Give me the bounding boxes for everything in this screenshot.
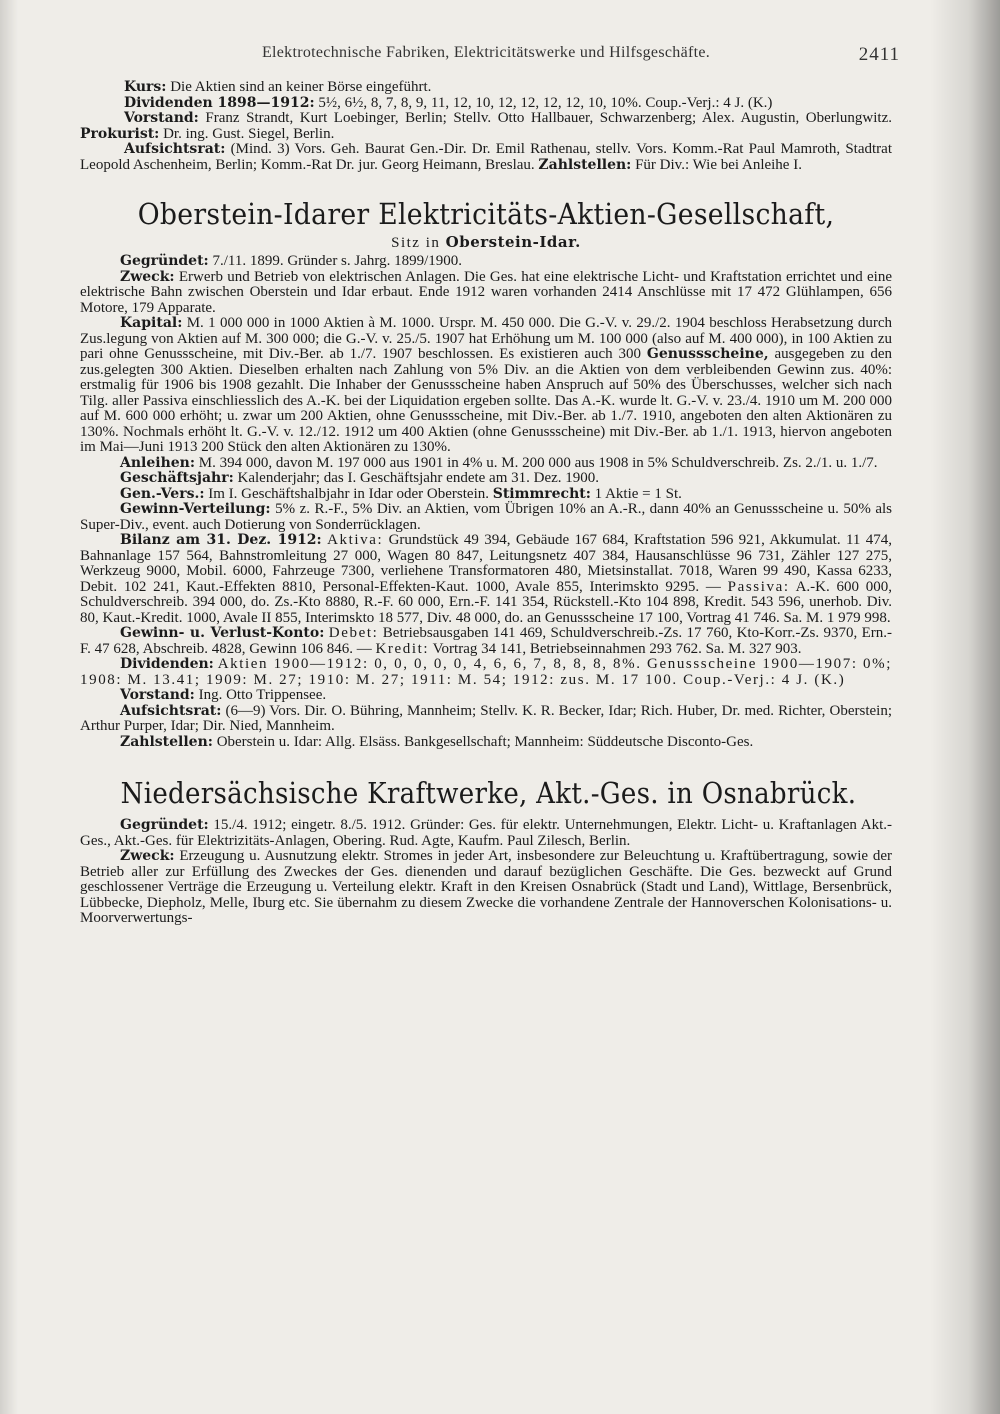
company-entry	[80, 197, 892, 750]
zweck-text: Erzeugung u. Ausnutzung elektr. Stromes in jeder Art, insbesondere zur Beleuchtung u. Kraftübertragung, sowie der Betrieb aller zur Erfüllung des Zweckes der Ges. dienenden und darauf bezüglichen Geschäfte. Die Ges. bezweckt auf Grund geschlossener Verträge die Erzeugung u. Verteilung elektr. Kraft in den Kreisen Osnabrück (Stadt und Land), Wittlage, Bersenbrück, Lübbecke, Diepholz, Melle, Iburg etc. Sie übernahm zu diesem Zwecke die vorhandene Zentrale der Hannoverschen Kolonisations- u. Moorverwertungs-	[80, 848, 892, 926]
kapital-label: Kapital:	[120, 315, 183, 331]
bilanz-label: Bilanz am 31. Dez. 1912:	[120, 532, 322, 548]
vorstand-text: Ing. Otto Trippensee.	[198, 687, 327, 703]
text-column	[80, 44, 900, 927]
zahlstellen-label: Zahlstellen:	[120, 733, 213, 750]
genussscheine-term: Genussscheine,	[646, 346, 769, 362]
vorstand-paragraph	[80, 111, 892, 142]
genvers-label: Gen.-Vers.:	[120, 485, 205, 502]
guv-label: Gewinn- u. Verlust-Konto:	[120, 625, 325, 641]
debet-label: Debet:	[328, 625, 379, 641]
seat-location: Oberstein-Idar.	[445, 233, 581, 251]
company-entry-continued	[80, 80, 892, 173]
gewinnverteilung-label: Gewinn-Verteilung:	[120, 501, 271, 517]
aufsichtsrat-text: (6—9) Vors. Dir. O. Bühring, Mannheim; Stellv. K. R. Becker, Idar; Rich. Huber, Dr. med. Richter, Oberstein; Arthur Purper, Idar; Dir. Nied, Mannheim.	[80, 702, 893, 734]
page-number: 2411	[858, 44, 900, 65]
dividenden-label: Dividenden 1898—1912:	[124, 94, 315, 111]
gegruendet-text: 7./11. 1899. Gründer s. Jahrg. 1899/1900.	[212, 253, 463, 269]
anleihen-paragraph	[80, 456, 892, 472]
zweck-paragraph	[80, 270, 892, 317]
kapital-text-cont: ausgegeben zu den zus.gelegten 300 Aktien. Dieselben erhalten nach Zahlung von 5% Div. an die Aktien von dem verbleibenden Gewinn zus. 40%: erstmalig für 1906 bis 1908 gezahlt. Die Inhaber der Genussscheine haben Anspruch auf 50% des Überschusses, welcher sich nach Tilg. aller Passiva einschliesslich des A.-K. bei der Liquidation ergeben sollte. Das A.-K. wurde lt. G.-V. v. 23./4. 1910 um M. 200 000 auf M. 600 000 erhöht; u. zwar um 200 Aktien, ohne Genussscheine, mit Div.-Ber. ab 1./7. 1910, angeboten den alten Aktionären zu 130%. Nochmals erhöht lt. G.-V. v. 12./12. 1912 um 400 Aktien (ohne Genussscheine) mit Div.-Ber. ab 1./1. 1913, hiervon angeboten im Mai—Juni 1913 200 Stück den alten Aktionären zu 130%.	[80, 346, 893, 455]
zweck-text: Erwerb und Betrieb von elektrischen Anlagen. Die Ges. hat eine elektrische Licht- und Kraftstation errichtet und eine elektrische Bahn zwischen Oberstein und Idar erbaut. Ende 1912 waren vorhanden 2414 Anschlüsse mit 17 472 Glühlampen, 656 Motore, 179 Apparate.	[80, 268, 892, 316]
zahlstellen-paragraph	[80, 735, 892, 751]
kurs-text: Die Aktien sind an keiner Börse eingeführt.	[170, 79, 432, 95]
zahlstellen-text: Oberstein u. Idar: Allg. Elsäss. Bankgesellschaft; Mannheim: Süddeutsche Disconto-Ges.	[216, 733, 754, 750]
aufsichtsrat-paragraph	[80, 142, 892, 173]
geschaeftsjahr-text: Kalenderjahr; das I. Geschäftsjahr endete am 31. Dez. 1900.	[237, 470, 600, 486]
passiva-text: A.-K. 600 000, Schuldverschreib. 394 000, do. Zs.-Kto 8880, R.-F. 60 000, Ern.-F. 141 354, Rückstell.-Kto 104 898, Kredit. 543 596, unerhob. Div. 80, Kaut.-Kredit. 1000, Avale II 855, Interimskto 18 577, Div. 48 000, do. an Genussscheine 17 100, Vortrag 41 746. Sa. M. 1 979 998.	[80, 578, 892, 626]
prokurist-text: Dr. ing. Gust. Siegel, Berlin.	[163, 125, 335, 142]
zweck-paragraph	[80, 849, 892, 927]
page-shadow-right	[930, 0, 1000, 1414]
anleihen-label: Anleihen:	[120, 454, 196, 471]
genvers-paragraph	[80, 487, 892, 503]
vorstand-text: Franz Strandt, Kurt Loebinger, Berlin; Stellv. Otto Hallbauer, Schwarzenberg; Alex. Augustin, Oberlungwitz.	[205, 110, 893, 126]
dividenden-label: Dividenden:	[120, 656, 214, 672]
gegruendet-label: Gegründet:	[120, 817, 209, 833]
aufsichtsrat-label: Aufsichtsrat:	[120, 702, 222, 719]
dividenden-paragraph	[80, 657, 892, 688]
kurs-paragraph	[80, 80, 892, 96]
aufsichtsrat-label: Aufsichtsrat:	[124, 141, 226, 157]
running-header	[80, 44, 900, 74]
vorstand-label: Vorstand:	[120, 687, 195, 703]
genvers-text: Im I. Geschäftshalbjahr in Idar oder Oberstein.	[208, 485, 489, 502]
kredit-text: Vortrag 34 141, Betriebseinnahmen 293 762. Sa. M. 327 903.	[432, 640, 802, 657]
aktiva-text: Grundstück 49 394, Gebäude 167 684, Kraftstation 596 921, Akkumulat. 11 474, Bahnanlage 157 564, Bahnstromleitung 27 000, Wagen 80 847, Leitungsnetz 407 384, Hausanschlüsse 96 731, Zähler 127 275, Werkzeug 9000, Mobil. 6000, Fahrzeuge 7300, verliehene Transformatoren 480, Mietsinstallat. 7018, Waren 99 490, Kassa 6233, Debit. 102 241, Kaut.-Effekten 8810, Personal-Effekten-Kaut. 1000, Avale 855, Interimskto 9295. —	[80, 532, 892, 595]
kredit-label: Kredit:	[375, 640, 430, 657]
gewinnverteilung-paragraph	[80, 502, 892, 533]
geschaeftsjahr-label: Geschäftsjahr:	[120, 470, 234, 486]
stimmrecht-text: 1 Aktie = 1 St.	[594, 485, 682, 502]
zahlstellen-label: Zahlstellen:	[538, 156, 632, 173]
debet-text: Betriebsausgaben 141 469, Schuldverschreib.-Zs. 17 760, Kto-Korr.-Zs. 9370, Ern.-F. 47 628, Abschreib. 4828, Gewinn 106 846. —	[80, 625, 893, 657]
page-shadow-left	[0, 0, 18, 1414]
passiva-label: Passiva:	[727, 578, 790, 595]
aktiva-label: Aktiva:	[327, 532, 384, 548]
kurs-label: Kurs:	[124, 79, 167, 95]
zweck-label: Zweck:	[120, 848, 175, 864]
running-title: Elektrotechnische Fabriken, Elektricitätswerke und Hilfsgeschäfte.	[261, 44, 711, 61]
vorstand-paragraph	[80, 688, 892, 704]
gegruendet-paragraph	[80, 254, 892, 270]
dividenden-text: Aktien 1900—1912: 0, 0, 0, 0, 0, 4, 6, 6, 7, 8, 8, 8, 8%. Genussscheine 1900—1907: 0%; 1908: M. 13.41; 1909: M. 27; 1910: M. 27; 1911: M. 54; 1912: zus. M. 17 100. Coup.-Verj.: 4 J. (K.)	[80, 656, 893, 688]
bilanz-paragraph	[80, 533, 892, 626]
kapital-text: M. 1 000 000 in 1000 Aktien à M. 1000. Urspr. M. 450 000. Die G.-V. v. 29./2. 1904 beschloss Herabsetzung durch Zus.legung von Aktien auf M. 300 000; die G.-V. v. 25./5. 1907 hat Erhöhung um M. 100 000 (also auf M. 400 000), in 100 Aktien zu pari ohne Genussscheine, mit Div.-Ber. ab 1./7. 1907 beschlossen. Es existieren auch 300	[80, 315, 892, 362]
zahlstellen-text: Für Div.: Wie bei Anleihe I.	[635, 156, 802, 173]
vorstand-label: Vorstand:	[124, 110, 199, 126]
gewinnverteilung-text: 5% z. R.-F., 5% Div. an Aktien, vom Übrigen 10% an A.-R., dann 40% an Genussscheine u. 50% als Super-Div., event. auch Dotierung von Sonderrücklagen.	[80, 501, 893, 533]
dividenden-text: 5½, 6½, 8, 7, 8, 9, 11, 12, 10, 12, 12, 12, 12, 10, 10%. Coup.-Verj.: 4 J. (K.)	[318, 94, 773, 111]
gegruendet-paragraph	[80, 818, 892, 849]
gegruendet-text: 15./4. 1912; eingetr. 8./5. 1912. Gründer: Ges. für elektr. Unternehmungen, Elektr. Licht- u. Kraftanlagen Akt.-Ges., Akt.-Ges. für Elektrizitäts-Anlagen, Obering. Rud. Agte, Kaufm. Paul Zilesch, Berlin.	[80, 817, 893, 849]
company-entry	[80, 776, 892, 927]
aufsichtsrat-paragraph	[80, 704, 892, 735]
company-title: Niedersächsische Kraftwerke, Akt.-Ges. in Osnabrück.	[120, 776, 857, 810]
seat-prefix: Sitz in	[391, 235, 441, 251]
aufsichtsrat-text: (Mind. 3) Vors. Geh. Baurat Gen.-Dir. Dr. Emil Rathenau, stellv. Vors. Komm.-Rat Paul Mamroth, Stadtrat Leopold Aschenheim, Berlin; Komm.-Rat Dr. jur. Georg Heimann, Breslau.	[80, 141, 892, 173]
stimmrecht-label: Stimmrecht:	[492, 485, 591, 502]
company-title: Oberstein-Idarer Elektricitäts-Aktien-Gesellschaft,	[137, 197, 835, 231]
gegruendet-label: Gegründet:	[120, 253, 209, 269]
prokurist-label: Prokurist:	[80, 125, 160, 142]
guv-paragraph	[80, 626, 892, 657]
geschaeftsjahr-paragraph	[80, 471, 892, 487]
dividenden-paragraph	[80, 96, 892, 112]
anleihen-text: M. 394 000, davon M. 197 000 aus 1901 in 4% u. M. 200 000 aus 1908 in 5% Schuldverschreib. Zs. 2./1. u. 1./7.	[198, 454, 878, 471]
kapital-paragraph	[80, 316, 892, 456]
zweck-label: Zweck:	[120, 268, 175, 285]
company-seat	[80, 233, 892, 252]
